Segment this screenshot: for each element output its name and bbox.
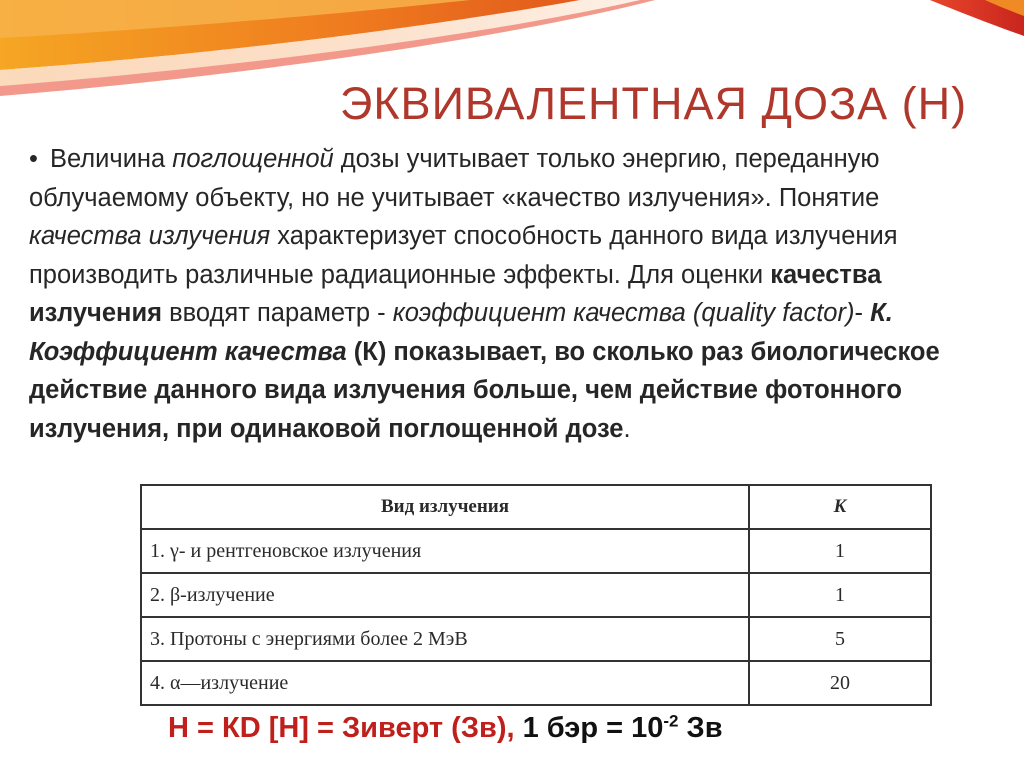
table-row [141,617,931,661]
emphasis-k: К. [870,299,893,327]
cell-k-value: 1 [749,573,931,617]
table-header-row [141,485,931,529]
table-row [141,661,931,705]
bullet-marker: • [29,145,38,173]
cell-k-value: 5 [749,617,931,661]
emphasis-quality-coefficient: Коэффициент качества [29,337,347,366]
cell-radiation-type: 4. α—излучение [141,661,749,705]
cell-radiation-type: 2. β-излучение [141,573,749,617]
text-run: дозы учитывает только энергию, переданную облучаемому объекту, но не учитывает «качество излучения». Понятие [29,145,880,212]
text-run: - [854,299,871,327]
quality-factor-table [140,484,932,706]
cell-radiation-type: 3. Протоны с энергиями более 2 МэВ [141,617,749,661]
table-row [141,573,931,617]
table-row [141,529,931,573]
formula-exponent: -2 [663,711,679,731]
text-run: . [623,414,631,443]
header-radiation-type: Вид излучения [141,485,749,529]
cell-k-value: 20 [749,661,931,705]
formula-conversion: 1 бэр = 10 [514,712,664,744]
text-run: Величина [49,145,173,173]
cell-radiation-type: 1. γ- и рентгеновское излучения [141,529,749,573]
bold-definition: (К) показывает, во сколько раз биологическое действие данного вида излучения больше, чем действие фотонного излучения, при одинаковой поглощенной дозе [29,337,940,443]
formula-definition: Н = КD [Н] = Зиверт (Зв), [168,712,515,744]
bold-radiation-quality: качества излучения [29,260,882,327]
emphasis-absorbed: поглощенной [172,145,334,173]
header-k: K [749,485,931,529]
text-run: вводят параметр - [162,299,393,327]
formula-unit: Зв [678,712,723,744]
dose-formula [168,712,723,745]
body-paragraph [29,140,979,448]
cell-k-value: 1 [749,529,931,573]
slide-title: ЭКВИВАЛЕНТНАЯ ДОЗА (Н) [340,78,968,129]
quality-factor-phrase [393,299,893,327]
emphasis-quality-factor: коэффициент качества (quality factor) [392,299,855,327]
text-run: характеризует способность данного вида излучения производить различные радиационные эффекты. Для оценки [29,222,898,289]
emphasis-radiation-quality: качества излучения [29,222,271,250]
